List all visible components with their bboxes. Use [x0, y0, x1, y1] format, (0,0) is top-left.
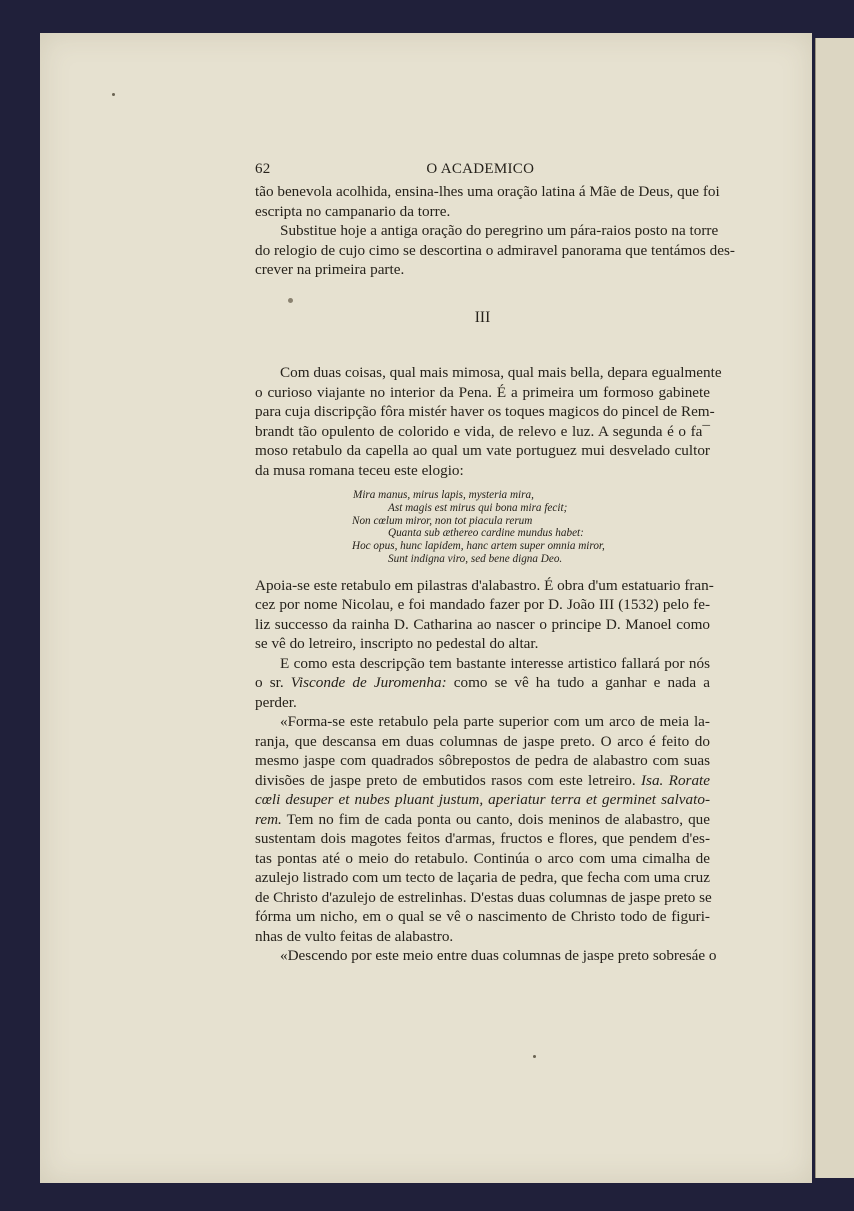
text-fragment: o sr. [255, 674, 291, 692]
text-line: o curioso viajante no interior da Pena. É a primeira um formoso gabinete [255, 383, 710, 401]
text-line: nhas de vulto feitas de alabastro. [255, 927, 454, 945]
text-line [255, 790, 710, 810]
page-text [255, 160, 735, 966]
text-line: crever na primeira parte. [255, 261, 405, 278]
paragraph-7 [255, 946, 717, 966]
text-line: Substitue hoje a antiga oração do peregrino um pára-raios posto na torre [280, 222, 719, 239]
adjacent-page-edge [815, 38, 854, 1178]
text-line: tas pontas até o meio do retabulo. Continúa o arco com uma cimalha de [255, 849, 710, 867]
verse-line: Non cœlum miror, non tot piacula rerum [352, 514, 533, 527]
verse-line: Mira manus, mirus lapis, mysteria mira, [353, 489, 534, 501]
text-line: azulejo listrado com um tecto de laçaria de pedra, que fecha com uma cruz [255, 869, 710, 887]
latin-verse [255, 489, 710, 566]
text-line [255, 673, 710, 693]
text-line: brandt tão opulento de colorido e vida, de relevo e luz. A segunda é o fa¯ [255, 422, 710, 440]
verse-line: Sunt indigna viro, sed bene digna Deo. [388, 552, 563, 565]
text-line: liz successo da rainha D. Catharina ao nascer o principe D. Manoel como [255, 615, 710, 633]
paragraph-1 [255, 182, 720, 221]
text-line: escripta no campanario da torre. [255, 202, 451, 220]
text-line: cez por nome Nicolau, e foi mandado fazer por D. João III (1532) pelo fe- [255, 596, 710, 614]
text-line: «Forma-se este retabulo pela parte superior com um arco de meia la- [280, 713, 710, 731]
text-line: «Descendo por este meio entre duas columnas de jaspe preto sobresáe o [280, 947, 717, 965]
text-fragment: divisões de jaspe preto de embutidos rasos com este letreiro. [255, 771, 641, 789]
italic-quote: cœli desuper et nubes pluant justum, aperiatur terra et germinet salvato- [255, 791, 710, 809]
text-line: E como esta descripção tem bastante interesse artistico fallará por nós [280, 654, 710, 672]
italic-quote: rem. [255, 810, 282, 828]
text-line: sustentam dois magotes feitos d'armas, fructos e flores, que pendem d'es- [255, 830, 710, 848]
paper-speck [533, 1055, 536, 1058]
page-number: 62 [255, 161, 271, 177]
verse-line: Quanta sub æthereo cardine mundus habet: [388, 527, 584, 540]
text-line [255, 810, 710, 830]
paragraph-4 [255, 576, 714, 654]
paragraph-2 [255, 221, 735, 280]
text-line: Apoia-se este retabulo em pilastras d'alabastro. É obra d'um estatuario fran- [255, 576, 714, 594]
running-title: O ACADEMICO [426, 161, 535, 177]
italic-quote: Isa. Rorate [640, 771, 710, 789]
verse-line: Hoc opus, hunc lapidem, hanc artem super omnia miror, [352, 540, 605, 553]
text-line: mesmo jaspe com quadrados sôbrepostos de pedra de alabastro com suas [255, 752, 710, 770]
text-line: ranja, que descansa em duas columnas de jaspe preto. O arco é feito do [255, 732, 710, 750]
text-line: da musa romana teceu este elogio: [255, 461, 464, 479]
text-line: tão benevola acolhida, ensina-lhes uma oração latina á Mãe de Deus, que foi [255, 183, 720, 200]
text-line: fórma um nicho, em o qual se vê o nascimento de Christo todo de figuri- [255, 908, 710, 926]
text-line: para cuja discripção fôra mistér haver os toques magicos do pincel de Rem- [255, 403, 715, 420]
paragraph-6 [255, 712, 710, 946]
text-line: Com duas coisas, qual mais mimosa, qual mais bella, depara egualmente [280, 364, 722, 381]
text-fragment: como se vê ha tudo a ganhar e nada a [446, 674, 710, 692]
verse-line: Ast magis est mirus qui bona mira fecit; [388, 501, 568, 514]
text-line: do relogio de cujo cimo se descortina o admiravel panorama que tentámos des- [255, 241, 735, 259]
text-fragment: Tem no fim de cada ponta ou canto, dois meninos de alabastro, que [281, 810, 710, 828]
italic-name: Visconde de Juromenha: [290, 674, 447, 692]
running-header [255, 160, 710, 182]
text-line [255, 771, 710, 791]
text-line: moso retabulo da capella ao qual um vate portuguez mui desvelado cultor [255, 442, 710, 459]
paper-speck [112, 93, 115, 96]
text-line: se vê do letreiro, inscripto no pedestal do altar. [255, 635, 539, 653]
text-line: de Christo d'azulejo de estrelinhas. D'estas duas columnas de jaspe preto se [255, 888, 712, 906]
section-heading: III [474, 308, 491, 326]
text-line: perder. [255, 693, 297, 711]
paragraph-3 [255, 363, 722, 480]
paragraph-5 [255, 654, 710, 713]
